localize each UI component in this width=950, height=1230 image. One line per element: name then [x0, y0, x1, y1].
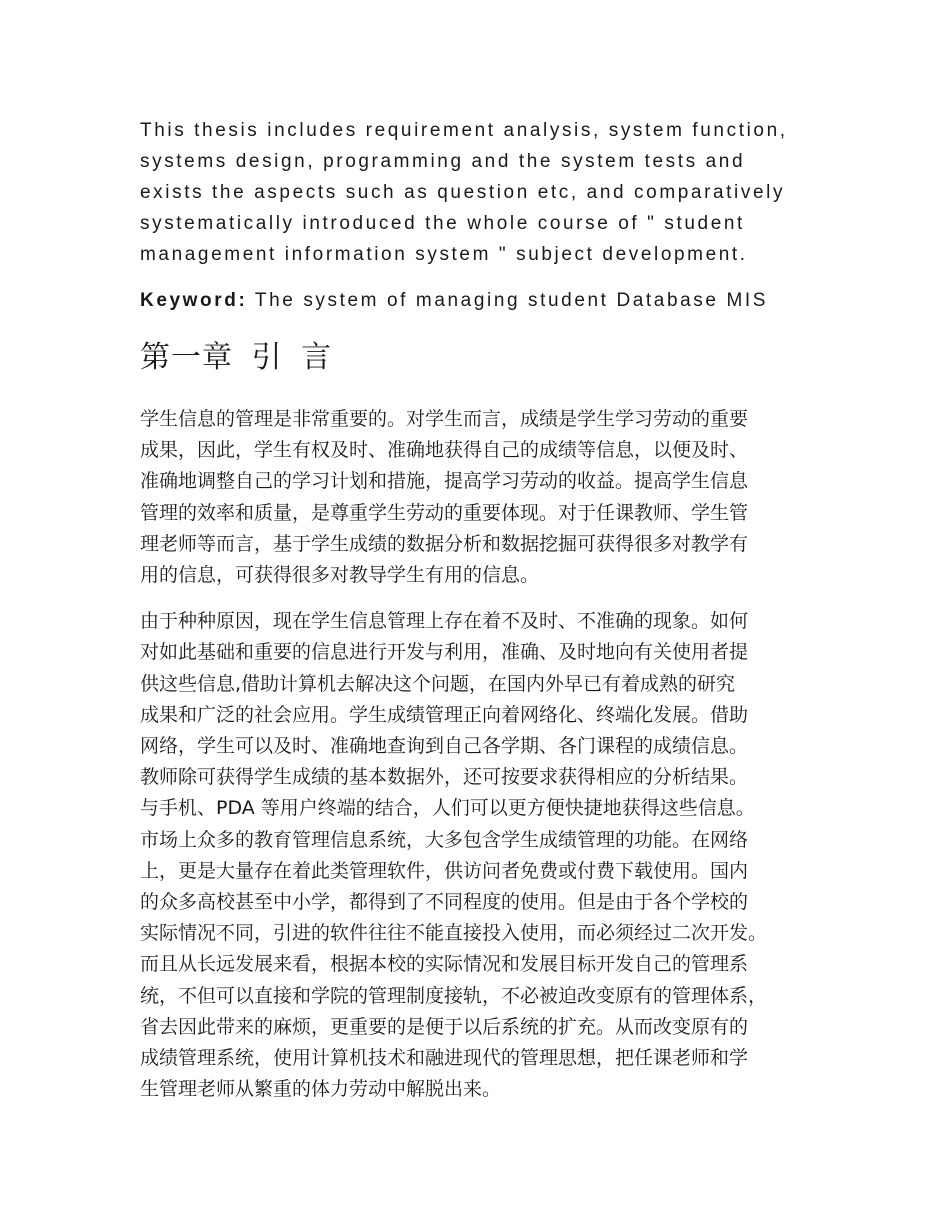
paragraph-intro: 学生信息的管理是非常重要的。对学生而言，成绩是学生学习劳动的重要 成果，因此，学生有权及时、准确地获得自己的成绩等信息，以便及时、 准确地调整自己的学习计划和措施，提高学习劳动的收益。提高学生信息 管理的效率和质量，是尊重学生劳动的重要体现。对于任课教师、学生管 理老师等而言，基于学生成绩的数据分析和数据挖掘可获得很多对教学有 用的信息，可获得很多对教导学生有用的信息。	[140, 408, 749, 587]
keyword-text: The system of managing student Database MIS	[247, 290, 769, 311]
keyword-label: Keyword:	[140, 290, 248, 311]
document-page	[140, 115, 830, 1105]
english-abstract: This thesis includes requirement analysis, system function, systems design, programming and the system tests and exists the aspects such as question etc, and comparatively systematically introduced the whole course of " student management information system " subject development.	[140, 120, 788, 265]
paragraph-background: 由于种种原因，现在学生信息管理上存在着不及时、不准确的现象。如何 对如此基础和重要的信息进行开发与利用，准确、及时地向有关使用者提 供这些信息,借助计算机去解决这个问题，在国内外早已有着成熟的研究 成果和广泛的社会应用。学生成绩管理正向着网络化、终端化发展。借助 网络，学生可以及时、准确地查询到自己各学期、各门课程的成绩信息。 教师除可获得学生成绩的基本数据外，还可按要求获得相应的分析结果。 与手机、PDA 等用户终端的结合，人们可以更方便快捷地获得这些信息。 市场上众多的教育管理信息系统，大多包含学生成绩管理的功能。在网络 上，更是大量存在着此类管理软件，供访问者免费或付费下载使用。国内 的众多高校甚至中小学，都得到了不同程度的使用。但是由于各个学校的 实际情况不同，引进的软件往往不能直接投入使用，而必须经过二次开发。 而且从长远发展来看，根据本校的实际情况和发展目标开发自己的管理系 统，不但可以直接和学院的管理制度接轨，不必被迫改变原有的管理体系， 省去因此带来的麻烦，更重要的是便于以后系统的扩充。从而改变原有的 成绩管理系统，使用计算机技术和融进现代的管理思想，把任课老师和学 生管理老师从繁重的体力劳动中解脱出来。	[140, 610, 768, 1101]
chapter-title: 第一章 引 言	[140, 340, 333, 375]
keyword-line	[140, 285, 830, 316]
